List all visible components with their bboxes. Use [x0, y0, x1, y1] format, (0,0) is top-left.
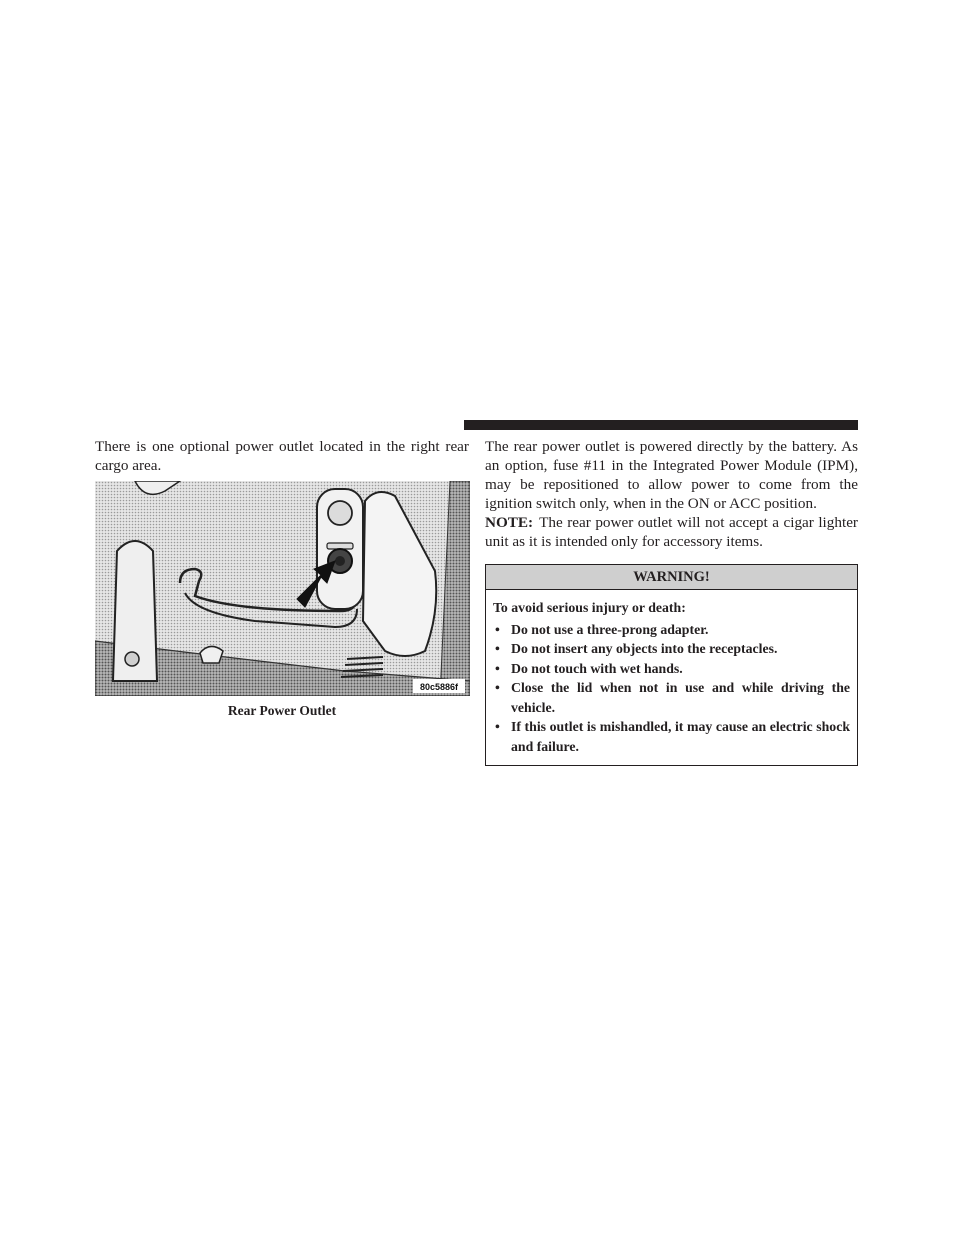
intro-paragraph: There is one optional power outlet located in the right rear cargo area. [95, 438, 469, 474]
warning-item: • If this outlet is mishandled, it may cause an electric shock and failure. [493, 717, 850, 756]
illustration-svg [95, 481, 470, 696]
section-header-rule [464, 420, 858, 430]
warning-item: • Do not touch with wet hands. [493, 659, 850, 679]
warning-box [485, 564, 858, 766]
left-column [95, 437, 469, 719]
note-text: The rear power outlet will not accept a cigar lighter unit as it is intended only for accessory items. [485, 514, 858, 550]
figure-code: 80c5886f [419, 682, 459, 692]
warning-title: WARNING! [486, 565, 857, 590]
warning-item: • Close the lid when not in use and while driving the vehicle. [493, 678, 850, 717]
rear-power-outlet-illustration [95, 481, 470, 696]
warning-body [486, 590, 857, 765]
note-paragraph [485, 513, 858, 551]
warning-item: • Do not use a three-prong adapter. [493, 620, 850, 640]
warning-item: • Do not insert any objects into the receptacles. [493, 639, 850, 659]
battery-paragraph: The rear power outlet is powered directly by the battery. As an option, fuse #11 in the Integrated Power Module (IPM), may be repositioned to allow power to come from the ignition switch only, when in the ON or ACC position. [485, 438, 858, 512]
warning-intro: To avoid serious injury or death: [493, 600, 686, 615]
right-column [485, 437, 858, 766]
note-label: NOTE: [485, 514, 534, 531]
figure-caption: Rear Power Outlet [227, 703, 337, 718]
warning-list [493, 620, 850, 757]
